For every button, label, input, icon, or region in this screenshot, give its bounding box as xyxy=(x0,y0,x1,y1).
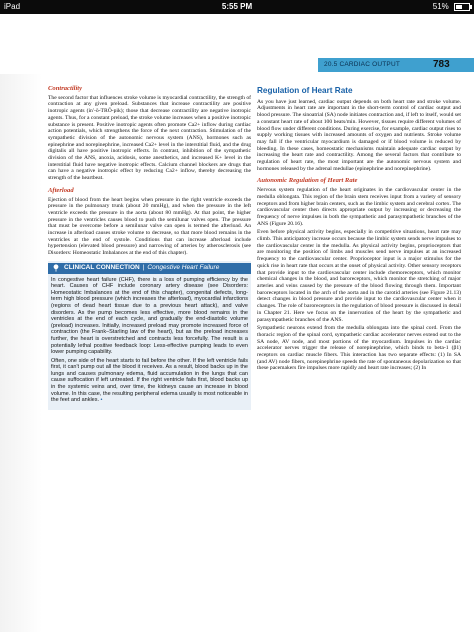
contractility-text: The second factor that influences stroke volume is myocardial contractility, the strength of contraction at any given preload. Substances that increase contractility are positive inotropic agents (in′-ō-TRŌ-pik); those that decrease contractility are negative inotropic agents. Thus, for a constant preload, the stroke volume increases when a positive inotropic substance is present. Positive inotropic agents often promote Ca2+ inflow during cardiac action potentials, which strengthens the force of the next contraction. Stimulation of the sympathetic division of the autonomic nervous system (ANS), hormones such as epinephrine and norepinephrine, increased Ca2+ level in the interstitial fluid, and the drug digitalis all have positive inotropic effects. In contrast, inhibition of the sympathetic division of the ANS, anoxia, acidosis, some anesthetics, and increased K+ level in the interstitial fluid have negative inotropic effects. Calcium channel blockers are drugs that can have a negative inotropic effect by reducing Ca2+ inflow, thereby decreasing the strength of the heartbeat. xyxy=(48,94,251,182)
chf-paragraph-2-text: Often, one side of the heart starts to fail before the other. If the left ventricle fails first, it can't pump out all the blood it receives. As a result, blood backs up in the lungs and causes pulmonary edema, fluid accumulation in the lungs that can cause suffocation if left untreated. If the right ventricle fails first, blood backs up in the systemic veins and, over time, the kidneys cause an increase in blood volume. In this case, the resulting peripheral edema usually is most noticeable in the feet and ankles. xyxy=(51,357,248,404)
page-number: 783 xyxy=(433,59,450,70)
page-gutter xyxy=(0,74,42,632)
autonomic-paragraph-3: Sympathetic neurons extend from the medulla oblongata into the spinal cord. From the thoracic region of the spinal cord, sympathetic cardiac accelerator nerves extend out to the SA node, AV node, and most portions of the myocardium. Impulses in the cardiac accelerator nerves trigger the release of norepinephrine, which binds to beta-1 (β1) receptors on cardiac muscle fibers. This interaction has two separate effects: (1) In SA (and AV) node fibers, norepinephrine speeds the rate of spontaneous depolarization so that these pacemakers fire impulses more rapidly and heart rate increases; (2) In xyxy=(257,325,461,372)
heading-autonomic-regulation: Autonomic Regulation of Heart Rate xyxy=(257,177,358,185)
clinical-connection-title: Congestive Heart Failure xyxy=(147,263,220,271)
heading-afterload: Afterload xyxy=(48,186,74,194)
pushpin-icon xyxy=(52,264,60,272)
right-column xyxy=(257,86,461,374)
clinical-connection-banner xyxy=(48,263,251,274)
clinical-connection-box xyxy=(48,261,251,410)
device-label: iPad xyxy=(4,2,21,11)
chf-paragraph-1: In congestive heart failure (CHF), there is a loss of pumping efficiency by the heart. Causes of CHF include coronary artery disease (see Disorders: Homeostatic Imbalances at the end of this chapter), congenital defects, long-term high blood pressure (which increases the afterload), myocardial infarctions (regions of dead heart tissue due to a previous heart attack), and valve disorders. As the pump becomes less effective, more blood remains in the ventricles at the end of each cycle, and gradually the end-diastolic volume (preload) increases. Initially, increased preload may promote increased force of contraction (the Frank–Starling law of the heart), but as the preload increases further, the heart is overstretched and contracts less forcefully. The result is a potentially lethal positive feedback loop: Less-effective pumping leads to even lower pumping capability. xyxy=(51,276,248,356)
afterload-text: Ejection of blood from the heart begins when pressure in the right ventricle exceeds the pressure in the pulmonary trunk (about 20 mmHg), and when the pressure in the left ventricle exceeds the pressure in the aorta (about 80 mmHg). At that point, the higher pressure in the ventricles causes blood to push the semilunar valves open. The pressure that must be overcome before a semilunar valve can open is termed the afterload. An increase in afterload causes stroke volume to decrease, so that more blood remains in the ventricles at the end of systole. Conditions that can increase afterload include hypertension (elevated blood pressure) and narrowing of arteries by atherosclerosis (see Disorders: Homeostatic Imbalances at the end of this chapter). xyxy=(48,196,251,257)
clock: 5:55 PM xyxy=(221,2,253,11)
end-mark: • xyxy=(100,397,103,404)
banner-separator: | xyxy=(142,263,145,271)
battery-percent: 51% xyxy=(432,2,449,11)
battery-icon xyxy=(454,3,470,11)
chf-paragraph-2 xyxy=(51,358,248,404)
battery-indicator xyxy=(433,2,470,11)
heading-regulation-of-heart-rate: Regulation of Heart Rate xyxy=(257,86,353,95)
autonomic-paragraph-1: Nervous system regulation of the heart originates in the cardiovascular center in the medulla oblongata. This region of the brain stem receives input from a variety of sensory receptors and from higher brain centers, such as the limbic system and cerebral cortex. The cardiovascular center then directs appropriate output by increasing or decreasing the frequency of nerve impulses in both the sympathetic and parasympathetic branches of the ANS (Figure 20.16). xyxy=(257,187,461,227)
battery-fill xyxy=(456,5,462,9)
clinical-connection-label: CLINICAL CONNECTION xyxy=(64,263,140,271)
left-column xyxy=(48,86,251,410)
status-bar xyxy=(0,0,474,14)
regulation-text: As you have just learned, cardiac output depends on both heart rate and stroke volume. Adjustments in heart rate are important in the short-term control of cardiac output and blood pressure. The sinoatrial (SA) node initiates contraction and, if left to itself, would set a constant heart rate of about 100 beats/min. However, tissues require different volumes of blood flow under different conditions. During exercise, for example, cardiac output rises to supply working tissues with increased amounts of oxygen and nutrients. Stroke volume may fall if the ventricular myocardium is damaged or if blood volume is reduced by bleeding. In these cases, homeostatic mechanisms maintain adequate cardiac output by increasing the heart rate and contractility. Among the several factors that contribute to regulation of heart rate, the most important are the autonomic nervous system and hormones released by the adrenal medullae (epinephrine and norepinephrine). xyxy=(257,98,461,172)
section-title: 20.5 CARDIAC OUTPUT xyxy=(324,61,401,68)
heading-contractility: Contractility xyxy=(48,85,83,92)
autonomic-paragraph-2: Even before physical activity begins, especially in competitive situations, heart rate may climb. This anticipatory increase occurs because the limbic system sends nerve impulses to the cardiovascular center in the medulla. As physical activity begins, proprioceptors that are monitoring the position of limbs and muscles send nerve impulses at an increased frequency to the cardiovascular center. Proprioceptor input is a major stimulus for the quick rise in heart rate that occurs at the onset of physical activity. Other sensory receptors that provide input to the cardiovascular center include chemoreceptors, which monitor chemical changes in the blood, and baroreceptors, which monitor the stretching of major arteries and veins caused by the pressure of the blood flowing through them. Important baroreceptors located in the arch of the aorta and in the carotid arteries (see Figure 21.13) detect changes in blood pressure and provide input to the cardiovascular center when it changes. The role of baroreceptors in the regulation of blood pressure is discussed in detail in Chapter 21. Here we focus on the innervation of the heart by the sympathetic and parasympathetic branches of the ANS. xyxy=(257,229,461,323)
